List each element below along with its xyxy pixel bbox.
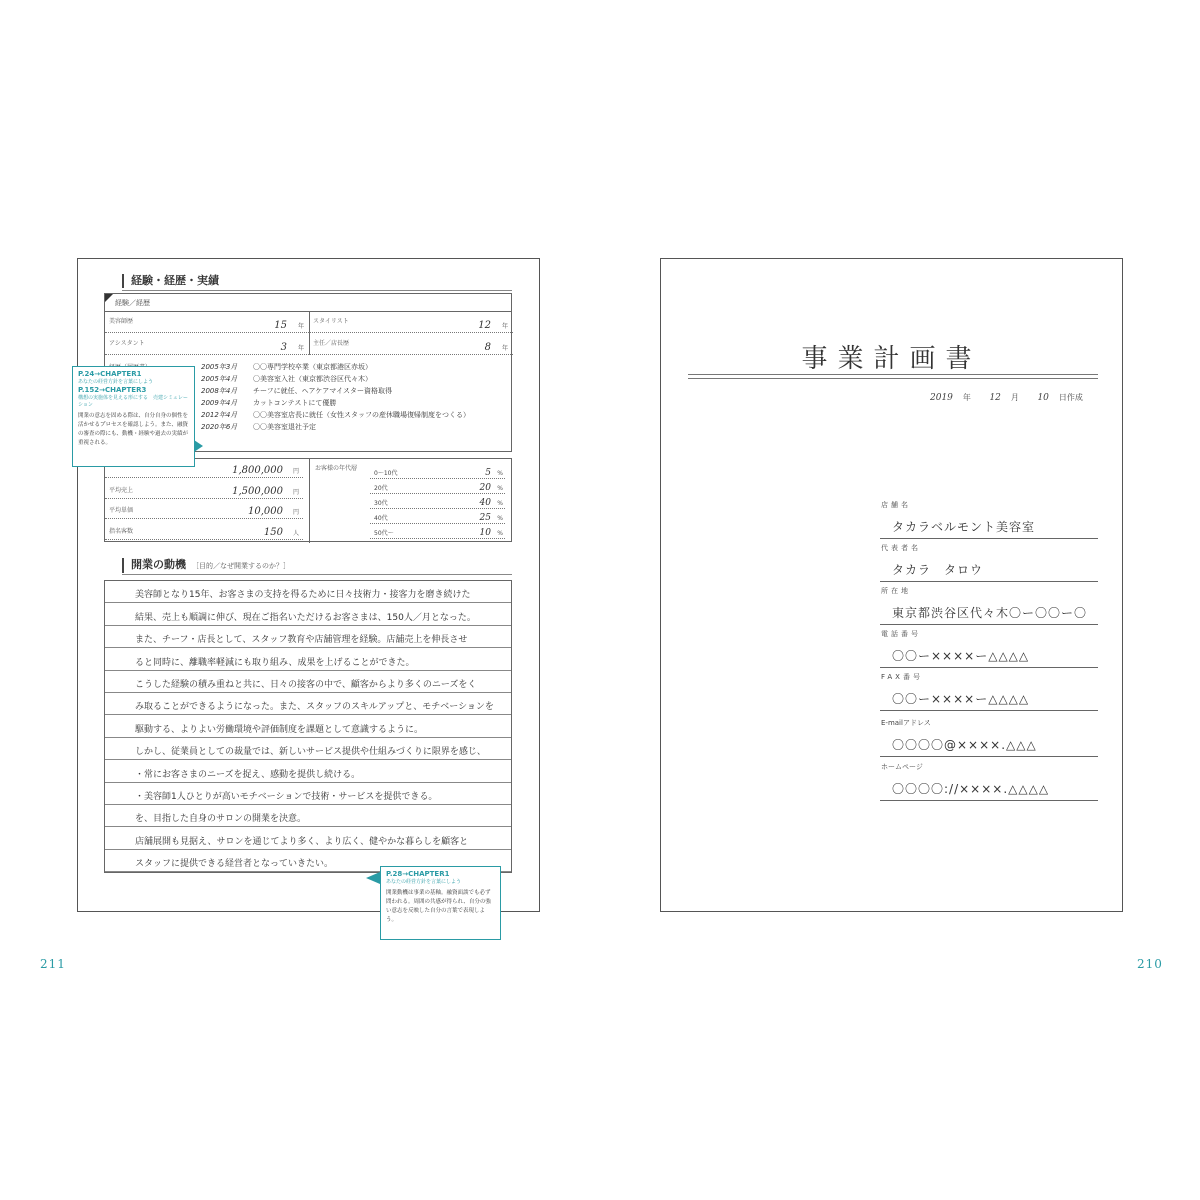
history-row: 2012年4月 〇〇美容室店長に就任（女性スタッフの産休職場復帰制度をつくる）	[201, 411, 470, 419]
motive-line: 駆動する、よりよい労働環境や評価制度を課題として意識するように。	[105, 715, 511, 737]
motive-line: スタッフに提供できる経営者となっていきたい。	[105, 850, 511, 872]
callout-pointer	[366, 872, 380, 884]
section-rule	[122, 290, 512, 291]
motive-box	[104, 580, 512, 873]
field-representative: 代表者名 タカラ タロウ	[880, 540, 1098, 582]
callout-reference-1: P.24→CHAPTER1 あなたの経営方針を言葉にしよう P.152→CHAPTER3 構想の実施体を見える形にする 売建シミュレーション 開業の意志を固める際は、自分自身の個性を活かせるプロセスを確認しよう。また、融資の審査の際にも、動機・経験や過去の実績が重視される。	[72, 366, 195, 467]
motive-line: こうした経験の積み重ねと共に、日々の接客の中で、顧客からより多くのニーズをく	[105, 671, 511, 693]
section-rule	[122, 574, 512, 575]
motive-line: み取ることができるようになった。また、スタッフのスキルアップと、モチベーションを	[105, 693, 511, 715]
callout-reference-2: P.28→CHAPTER1 あなたの経営方針を言葉にしよう 開業動機は事業の基軸。融資面談でも必ず問われる。周囲の共感が得られ、自分の強い意志を反映した自分の言葉で表現しよう。	[380, 866, 501, 940]
title-rule	[688, 378, 1098, 379]
field-email: E-mailアドレス 〇〇〇〇@××××.△△△	[880, 715, 1098, 757]
stat-row: 平均単価 10,000 円	[105, 502, 303, 519]
field-stylist-years: スタイリスト 12 年	[309, 314, 513, 333]
history-row: 2005年3月 〇〇専門学校卒業（東京都港区赤坂）	[201, 363, 372, 371]
title-rule	[688, 374, 1098, 375]
field-store-name: 店舗名 タカラベルモント美容室	[880, 497, 1098, 539]
field-address: 所在地 東京都渋谷区代々木〇ー〇〇ー〇	[880, 583, 1098, 625]
age-row: 30代 40 %	[370, 495, 505, 509]
motive-line: ると同時に、離職率軽減にも取り組み、成果を上げることができた。	[105, 648, 511, 670]
age-row: 20代 20 %	[370, 480, 505, 494]
motive-line: しかし、従業員としての裁量では、新しいサービス提供や仕組みづくりに限界を感じ、	[105, 738, 511, 760]
field-fax: FAX番号 〇〇ー××××ー△△△△	[880, 669, 1098, 711]
motive-section-title: 開業の動機 ［目的／なぜ開業するのか？］	[122, 558, 290, 573]
page-number-right: 210	[1137, 957, 1163, 971]
age-group-title: お客様の年代層	[315, 465, 358, 472]
motive-line: ・常にお客さまのニーズを捉え、感動を提供し続ける。	[105, 760, 511, 782]
experience-section-title: 経験・経歴・実績	[122, 274, 219, 288]
callout-pointer	[194, 440, 203, 452]
age-row: 0〜10代 5 %	[370, 465, 505, 479]
creation-date: 2019 年 12 月 10 日作成	[930, 393, 1083, 403]
stats-box	[104, 458, 512, 542]
history-row: 2005年4月 〇美容室入社（東京都渋谷区代々木）	[201, 375, 372, 383]
motive-line: ・美容師1人ひとりが高いモチベーションで技術・サービスを提供できる。	[105, 783, 511, 805]
stat-row: 1,800,000 円	[105, 461, 303, 478]
history-row: 2020年6月 〇〇美容室退社予定	[201, 423, 316, 431]
history-row: 2009年4月 カットコンテストにて優勝	[201, 399, 337, 407]
age-row: 40代 25 %	[370, 510, 505, 524]
motive-line: 店舗展開も見据え、サロンを通じてより多く、より広く、健やかな暮らしを顧客と	[105, 827, 511, 849]
motive-line: また、チーフ・店長として、スタッフ教育や店舗管理を経験。店舗売上を伸長させ	[105, 626, 511, 648]
motive-line: 美容師となり15年、お客さまの支持を得るために日々技術力・接客力を磨き続けた	[105, 581, 511, 603]
field-phone: 電話番号 〇〇ー××××ー△△△△	[880, 626, 1098, 668]
document-title: 事業計画書	[801, 344, 982, 374]
field-manager-years: 主任／店長歴 8 年	[309, 336, 513, 355]
history-row: 2008年4月 チーフに就任、ヘアケアマイスター資格取得	[201, 387, 393, 395]
motive-line: 結果、売上も順調に伸び、現在ご指名いただけるお客さまは、150人／月となった。	[105, 603, 511, 625]
age-row: 50代〜 10 %	[370, 525, 505, 539]
stat-row: 平均売上 1,500,000 円	[105, 482, 303, 499]
experience-box-heading: 経験／経歴	[115, 299, 150, 307]
field-career-years: 美容師歴 15 年	[105, 314, 309, 333]
corner-marker	[105, 294, 113, 302]
field-homepage: ホームページ 〇〇〇〇://××××.△△△△	[880, 759, 1098, 801]
motive-line: を、目指した自身のサロンの開業を決意。	[105, 805, 511, 827]
field-assistant-years: アシスタント 3 年	[105, 336, 309, 355]
page-number-left: 211	[40, 957, 66, 971]
stat-row: 指名客数 150 人	[105, 523, 303, 540]
